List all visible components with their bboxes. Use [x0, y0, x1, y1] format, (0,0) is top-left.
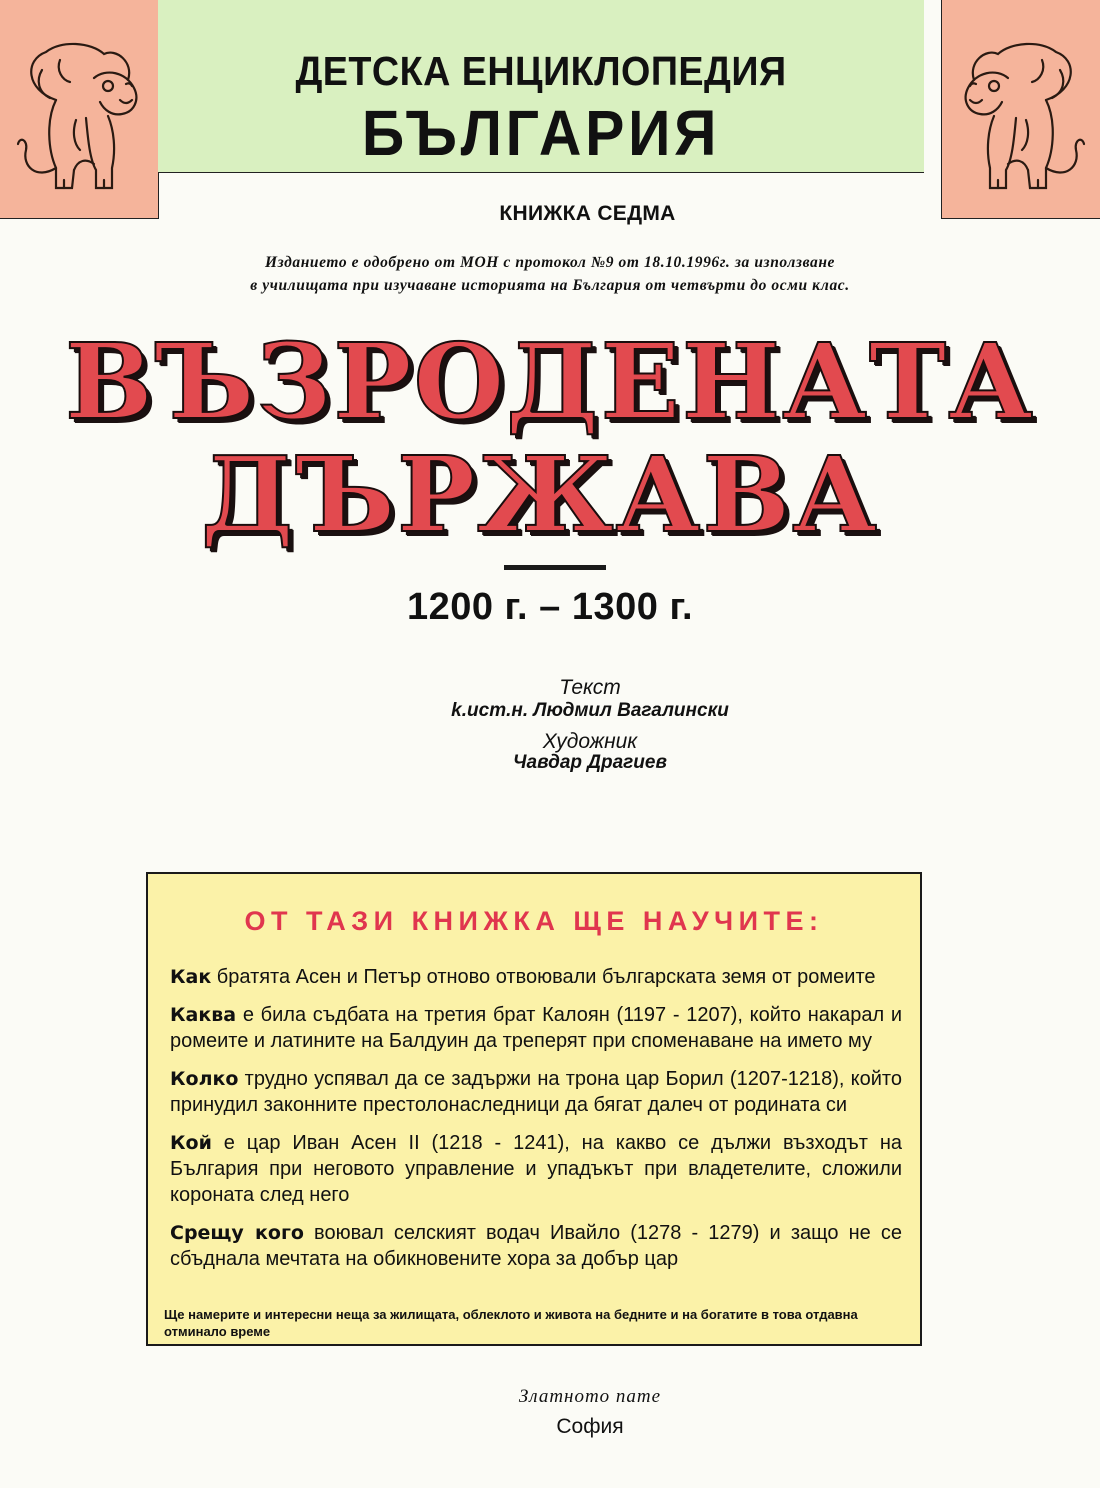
- learn-box-footnote: Ще намерите и интересни неща за жилищата, облеклото и живота на бедните и на богатите в това отдавна отминало време: [164, 1307, 858, 1339]
- time-period: 1200 г. – 1300 г.: [406, 586, 694, 628]
- learn-box: [146, 872, 922, 1346]
- item-keyword: Как: [170, 966, 212, 988]
- corner-panel-right: [941, 0, 1100, 219]
- approval-line-2: в училищата при изучаване историята на България от четвърти до осми клас.: [250, 277, 850, 294]
- item-text: воювал селският водач Ивайло (1278 - 1279) и защо не се сбъднала мечтата на обикновените хора за добър цар: [170, 1222, 902, 1270]
- list-item: [170, 1002, 902, 1054]
- list-item: [170, 964, 902, 990]
- main-title-line-1: ВЪЗРОДЕНАТА: [65, 320, 1035, 443]
- text-credit-author: k.ucm.н. Людмил Вагалински: [451, 700, 729, 721]
- book-number: КНИЖКА СЕДМА: [499, 202, 676, 225]
- series-title: ДЕТСКА ЕНЦИКЛОПЕДИЯ: [295, 48, 787, 94]
- artist-credit-role: Художник: [542, 730, 638, 753]
- title-divider: [504, 565, 606, 570]
- item-keyword: Кой: [170, 1132, 212, 1154]
- series-subject: БЪЛГАРИЯ: [361, 97, 721, 169]
- learn-box-heading: ОТ ТАЗИ КНИЖКА ЩЕ НАУЧИТЕ:: [244, 906, 824, 936]
- lion-icon: [16, 40, 144, 200]
- main-title-line-2: ДЪРЖАВА: [201, 433, 879, 556]
- list-item: [170, 1066, 902, 1118]
- publication-city: София: [556, 1415, 624, 1438]
- series-header: [158, 0, 924, 173]
- item-text: е била съдбата на третия брат Калоян (1197 - 1207), който накарал и ромеите и латините на Балдуин да треперят при споменаване на името му: [170, 1004, 902, 1052]
- corner-panel-left: [0, 0, 159, 219]
- publisher-name: Златното пате: [518, 1386, 662, 1407]
- approval-note: [0, 251, 1100, 297]
- item-keyword: Колко: [170, 1068, 239, 1090]
- artist-credit-name: Чавдар Драгиев: [513, 752, 667, 773]
- item-text: е цар Иван Асен II (1218 - 1241), на какво се дължи възходът на България при неговото управление и упадъкът при владетелите, сложили короната след него: [170, 1132, 902, 1206]
- item-text: братята Асен и Петър отново отвоювали българската земя от ромеите: [211, 966, 876, 988]
- item-text: трудно успявал да се задържи на трона цар Борил (1207-1218), който принудил законните престолонаследници да бягат далеч от родината си: [170, 1068, 902, 1116]
- lion-icon: [958, 40, 1086, 200]
- learn-box-list: [170, 964, 902, 1284]
- approval-line-1: Изданието е одобрено от МОН с протокол №9 от 18.10.1996г. за използване: [264, 254, 836, 271]
- list-item: [170, 1130, 902, 1208]
- item-keyword: Каква: [170, 1004, 237, 1026]
- list-item: [170, 1220, 902, 1272]
- text-credit-role: Текст: [559, 676, 621, 699]
- item-keyword: Срещу кого: [170, 1222, 304, 1244]
